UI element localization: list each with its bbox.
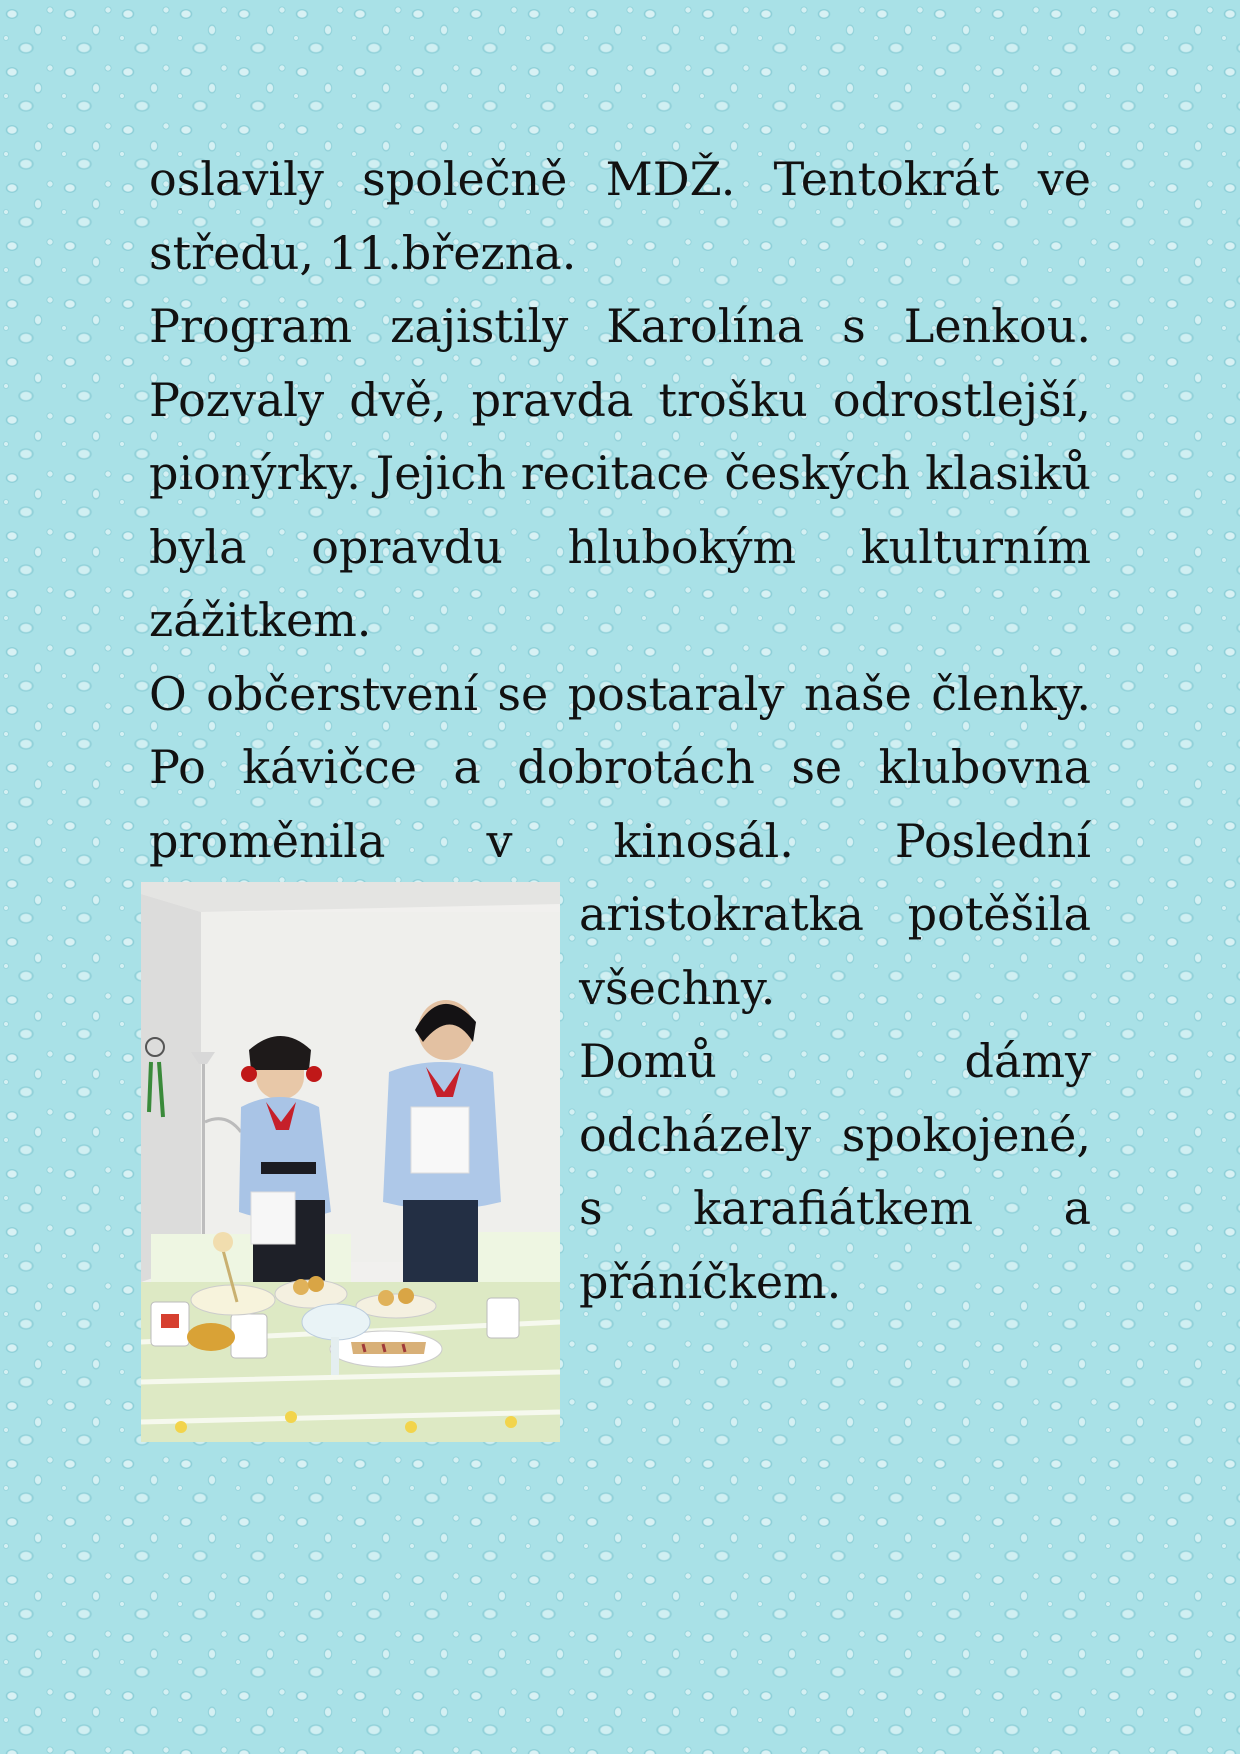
event-photo	[141, 882, 560, 1442]
paragraph-date: oslavily společně MDŽ. Tentokrát ve středu, 11.března.	[149, 152, 1091, 280]
article-text	[149, 143, 1091, 1442]
photo-two-women-pioneer-costumes-icon	[141, 882, 560, 1442]
paragraph-program: Program zajistily Karolína s Lenkou. Pozvaly dvě, pravda trošku odrostlejší, pionýrky. Jejich recitace českých klasiků byla opravdu hlubokým kulturním zážitkem.	[149, 299, 1091, 647]
paragraph-departure: Domů dámy odcházely spokojené, s karafiátkem a přáníčkem.	[579, 1034, 1091, 1309]
refreshments-tail: aristokratka potěšila všechny.	[579, 887, 1091, 1015]
paragraph-refreshments	[149, 658, 1091, 1026]
refreshments-lead: O občerstvení se postaraly naše členky. Po kávičce a dobrotách se klubovna proměnila v kinosál. Poslední	[149, 666, 1091, 868]
